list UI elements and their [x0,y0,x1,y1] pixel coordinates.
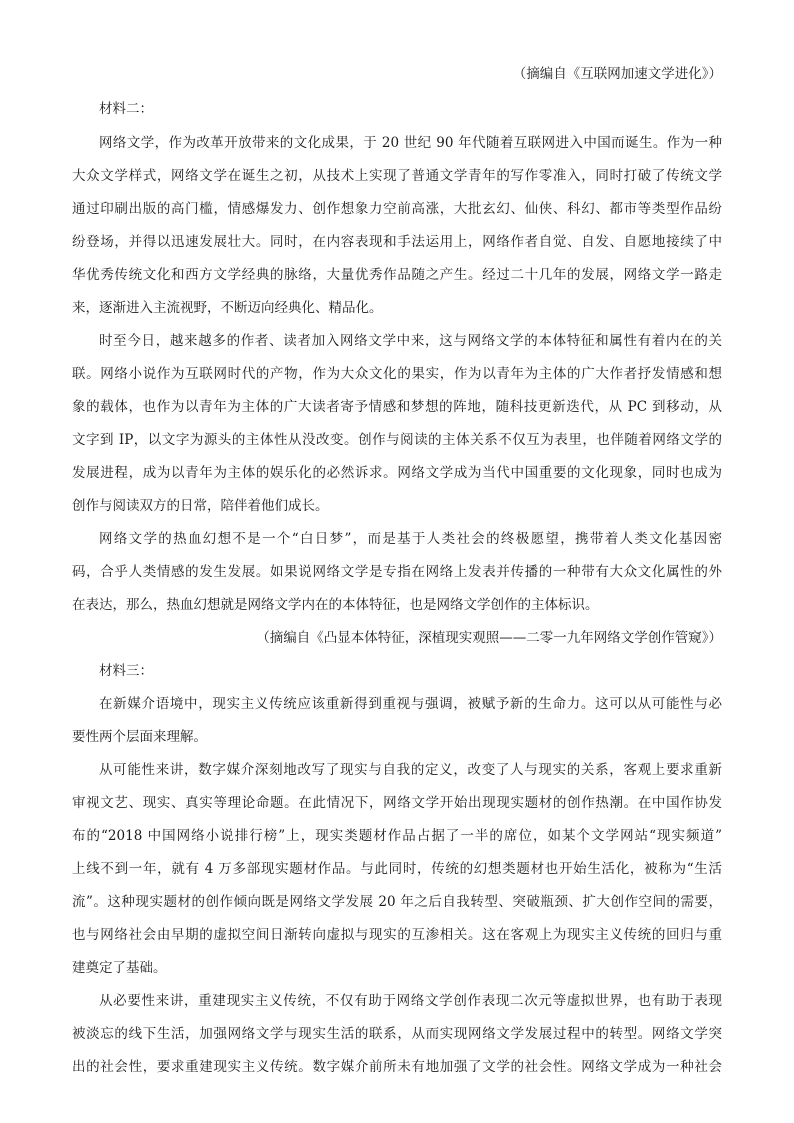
text-line: 从必要性来讲，重建现实主义传统，不仅有助于网络文学创作表现二次元等虚拟世界，也有助于表现 [99,993,722,1009]
text-line: 上线不到一年，就有 4 万多部现实题材作品。与此同时，传统的幻想类题材也开始生活化，被称为“生活 [72,861,722,877]
text-line: 也与网络社会由早期的虚拟空间日渐转向虚拟与现实的互渗相关。这在客观上为现实主义传统的回归与重 [72,927,722,943]
text-line: 要性两个层面来理解。 [72,729,207,745]
text-line: 流”。这种现实题材的创作倾向既是网络文学发展 20 年之后自我转型、突破瓶颈、扩大创作空间的需要， [72,894,722,910]
text-line: 在表达，那么，热血幻想就是网络文学内在的本体特征，也是网络文学创作的主体标识。 [72,597,599,613]
text-line: 纷登场，并得以迅速发展壮大。同时，在内容表现和手法运用上，网络作者自觉、自发、自愿地接续了中 [72,234,722,250]
text-line: 布的“2018 中国网络小说排行榜”上，现实类题材作品占据了一半的席位，如某个文学网站“现实频道” [72,828,722,844]
text-line: 审视文艺、现实、真实等理论命题。在此情况下，网络文学开始出现现实题材的创作热潮。在中国作协发 [72,795,722,811]
text-line: 联。网络小说作为互联网时代的产物，作为大众文化的果实，作为以青年为主体的广大作者抒发情感和想 [72,366,722,382]
text-line: 来，逐渐进入主流视野，不断迈向经典化、精品化。 [72,300,383,316]
text-line: 在新媒介语境中，现实主义传统应该重新得到重视与强调，被赋予新的生命力。这可以从可能性与必 [99,696,722,712]
text-line: 时至今日，越来越多的作者、读者加入网络文学中来，这与网络文学的本体特征和属性有着内在的关 [99,333,722,349]
text-line: 文字到 IP，以文字为源头的主体性从没改变。创作与阅读的主体关系不仅互为表里，也伴随着网络文学的 [72,432,722,448]
text-line: 被淡忘的线下生活，加强网络文学与现实生活的联系，从而实现网络文学发展过程中的转型。网络文学突 [72,1026,722,1042]
text-line: 华优秀传统文化和西方文学经典的脉络，大量优秀作品随之产生。经过二十几年的发展，网络文学一路走 [72,267,722,283]
text-line: 出的社会性，要求重建现实主义传统。数字媒介前所未有地加强了文学的社会性。网络文学成为一种社会 [72,1059,722,1075]
text-line: 网络文学的热血幻想不是一个“白日梦”，而是基于人类社会的终极愿望，携带着人类文化基因密 [99,531,722,547]
text-line: 发展进程，成为以青年为主体的娱乐化的必然诉求。网络文学成为当代中国重要的文化现象，同时也成为 [72,465,722,481]
source-citation-1: （摘编自《互联网加速文学进化》） [512,66,722,82]
section-heading-material-3: 材料三： [99,663,153,679]
text-line: 网络文学，作为改革开放带来的文化成果，于 20 世纪 90 年代随着互联网进入中国而诞生。作为一种 [99,135,722,151]
source-citation-2: （摘编自《凸显本体特征，深植现实观照——二零一九年网络文学创作管窥》） [256,630,722,646]
section-heading-material-2: 材料二： [99,101,153,117]
text-line: 象的载体，也作为以青年为主体的广大读者寄予情感和梦想的阵地，随科技更新迭代，从 PC 到移动，从 [72,399,722,415]
text-line: 大众文学样式，网络文学在诞生之初，从技术上实现了普通文学青年的写作零准入，同时打破了传统文学 [72,168,722,184]
text-line: 创作与阅读双方的日常，陪伴着他们成长。 [72,498,329,514]
text-line: 建奠定了基础。 [72,960,167,976]
text-line: 通过印刷出版的高门槛，情感爆发力、创作想象力空前高涨，大批玄幻、仙侠、科幻、都市等类型作品纷 [72,201,722,217]
text-line: 码，合乎人类情感的发生发展。如果说网络文学是专指在网络上发表并传播的一种带有大众文化属性的外 [72,564,722,580]
text-line: 从可能性来讲，数字媒介深刻地改写了现实与自我的定义，改变了人与现实的关系，客观上要求重新 [99,762,722,778]
